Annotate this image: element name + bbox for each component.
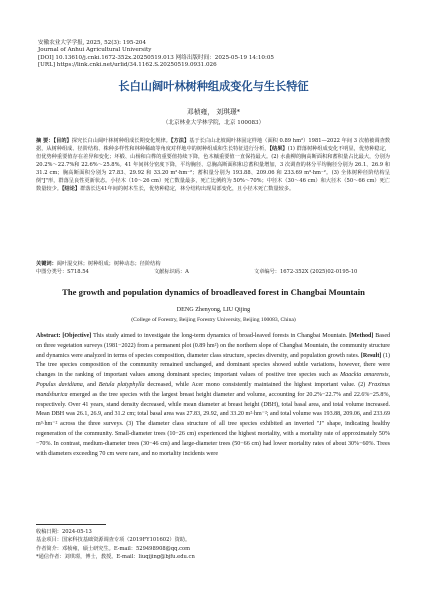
abstract-cn-label: 摘 要： (36, 138, 54, 144)
separator-1: , (388, 372, 390, 379)
method-text-en: Based on three vegetation surveys (1981−2022) from a permanent plot (0.89 hm²) on the northern slope of Changbai Mountain, the community structure and dynamics were analyzed in terms of species composition, diameter class structure, species diversity, and population growth rates. (36, 333, 391, 359)
species-populus: Populus davidiana (36, 381, 83, 388)
corresponding-author-note: *通信作者：刘琪璟，博士，教授。E-mail：liuqijing@bjfu.edu.cn (36, 553, 195, 560)
first-author-note: 作者简介：邓桢雍，硕士研究生。E-mail：529498908@qq.com (36, 545, 191, 552)
objective-tag-cn: 【目的】 (53, 138, 72, 144)
paper-title-cn: 长白山阔叶林树种组成变化与生长特征 (118, 80, 309, 93)
conclusion-text-cn: 群落长达41年间的树木生长，优势种稳定，林分结构出现局部变化，且小径木死亡数量较多。 (80, 186, 295, 193)
doc-code: 文献标识码：A (154, 269, 189, 275)
abstract-en-label: Abstract: (36, 333, 61, 339)
classification-row (36, 268, 390, 275)
conclusion-tag-cn: 【结论】 (61, 186, 81, 193)
journal-name-cn: 安徽农业大学学报, 2025, 52(3): 195-204 (38, 40, 147, 46)
footnotes (36, 528, 195, 561)
method-tag-en: [Method] (349, 333, 374, 339)
authors-en: DENG Zhenyong, LIU Qijing (176, 307, 251, 313)
journal-header (38, 40, 274, 70)
clc-number: 中图分类号：S718.54 (36, 269, 89, 275)
paper-title-en: The growth and population dynamics of broadleaved forest in Changbai Mountain (62, 287, 365, 297)
objective-tag-en: [Objective] (62, 333, 92, 339)
keywords-cn (36, 260, 390, 267)
result-text-en-3: emerged as the tree species with the largest breast height diameter and volume, accounting for 20.2%−22.7% and 22.6%−25.8%, respectively. Over 41 years, stand density decreased, while mean diameter at breast height (DBH), total basal area, and total volume increased. Mean DBH was 26.1, 26.9, and 31.2 cm; total basal area was 27.83, 29.92, and 33.20 m²·hm⁻²; and total volume was 193.88, 209.06, and 233.69 m³·hm⁻² across the three surveys. (3) The diameter class structure of all tree species exhibited an inverted "J" shape, indicating healthy regeneration of the community. Small-diameter trees (10−26 cm) experienced the highest mortality, with a mortality rate of approximately 50%−70%. In contrast, medium-diameter trees (30−46 cm) and large-diameter trees (50−66 cm) had lower mortality rates of about 30%−60%. Trees with diameters exceeding 70 cm were rare, and no mortality incidents were (36, 391, 390, 457)
fund-note: 基金项目：国家科技基础资源调查专项（2019FY101602）资助。 (36, 537, 191, 544)
result-tag-cn: 【结果】 (269, 146, 288, 153)
received-date: 收稿日期：2024-05-13 (36, 529, 92, 535)
keywords-cn-label: 关键词： (36, 261, 57, 267)
journal-name-en: Journal of Anhui Agricultural University (38, 47, 152, 54)
url-line[interactable]: [URL] https://link.cnki.net/urlid/34.1162.S.20250519.0931.026 (38, 62, 217, 69)
result-text-en-2: decreased, while Acer mono consistently maintained the highest important value. (2) (147, 381, 366, 388)
separator-2: , and (82, 381, 96, 388)
doi-line[interactable]: [DOI] 10.13610/j.cnki.1672-352x.20250519.013 网络出版时间：2025-05-19 14:10:05 (38, 54, 274, 61)
objective-text-cn: 探究长白山阔叶林树种组成长期变化规律。 (71, 138, 171, 144)
affiliation-cn: （北京林业大学林学院，北京 100083） (162, 120, 265, 126)
method-text-cn: 基于长白山北坡阔叶林固定样地（面积 0.89 hm²）1981—2022 年间 3 次植被调查数据，从树种组成、径阶结构、株种多样性和林种稀疏等角度对样地中的树种组成和生长特征进行分析， (36, 138, 391, 153)
species-maackia: Maackia amurensis (340, 372, 389, 379)
affiliation-en: (College of Forestry, Beijing Forestry University, Beijing 100083, China) (131, 317, 296, 323)
abstract-en (36, 332, 390, 459)
result-text-en-1: (1) The tree species composition of the community remained unchanged, and dominant species showed subtle variations, however, there were changes in the ranking of important values among dominant species; important values of positive tree species such as (36, 352, 390, 379)
result-tag-en: [Result] (360, 352, 382, 359)
keywords-cn-text: 阔叶混交林；树种组成；树种动态；径阶结构 (56, 261, 161, 267)
article-number: 文章编号：1672-352X (2025)02-0195-10 (254, 269, 358, 275)
objective-text-en: This study aimed to investigate the long-term dynamics of broad-leaved forests in Changbai Mountain. (93, 333, 348, 339)
result-text-cn: (1) 群落树种组成变化不明显，优势种稳定，但优势种重要值存在差异和变化；坏椴、山杨和白桦的重要值持续下降，色木槭重要值一直保持最大。(2) 水曲柳的胸高断面积和蓄积量占比最大，分别为 20.2%～22.7%和 22.6%～25.8%。41 年间林分密度下降，平均胸径、总胸高断面积和总蓄积量增加，3 次调查的林分平均胸径分别为 26.1、26.9 和 31.2 cm；胸高断面积分别为 27.83、29.92 和 33.20 m²·hm⁻²；蓄积量分别为 193.88、209.06 和 233.69 m³·hm⁻²。(3) 全体树种径阶结构呈倒"J"形，群落呈良性更新状态。小径木（10～26 cm）死亡数量最多，死亡比例约为 50%～70%；中径木（30～46 cm）和大径木（50～66 cm）死亡数量较少。 (36, 146, 390, 193)
species-betula: Betula platyphylla (98, 381, 145, 388)
footnote-divider (36, 524, 106, 525)
abstract-cn (36, 137, 390, 193)
authors-cn: 邓桢雍， 刘琪璟* (186, 108, 241, 116)
method-tag-cn: 【方法】 (170, 138, 190, 144)
species-fraxinus: Fraxinus mandshurica (36, 381, 390, 398)
